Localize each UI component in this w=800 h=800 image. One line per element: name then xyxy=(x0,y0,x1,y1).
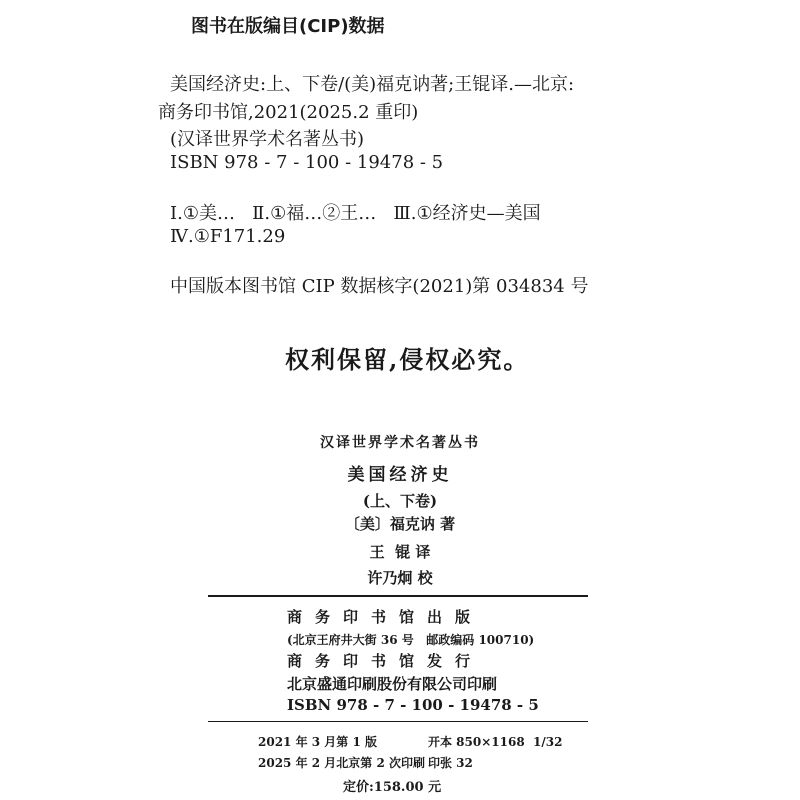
publication-isbn: ISBN 978 - 7 - 100 - 19478 - 5 xyxy=(287,696,539,714)
book-translator: 王 锟 译 xyxy=(369,543,431,561)
publisher: 商务印书馆出版 xyxy=(287,608,484,626)
first-edition: 2021 年 3 月第 1 版 xyxy=(258,735,377,749)
cip-isbn: ISBN 978 - 7 - 100 - 19478 - 5 xyxy=(170,152,444,173)
cip-library-record: 中国版本图书馆 CIP 数据核字(2021)第 034834 号 xyxy=(170,276,589,297)
cip-classification-line-1: Ⅰ.①美… Ⅱ.①福…②王… Ⅲ.①经济史—美国 xyxy=(170,203,541,224)
top-rule xyxy=(208,595,588,597)
distributor: 商务印书馆发行 xyxy=(287,652,484,670)
cip-entry-line-2: 商务印书馆,2021(2025.2 重印) xyxy=(158,102,419,123)
cip-entry-line-3: (汉译世界学术名著丛书) xyxy=(170,129,365,150)
book-author: 〔美〕福克讷 著 xyxy=(344,515,456,533)
book-title: 美国经济史 xyxy=(347,465,453,485)
book-format: 开本 850×1168 1/32 xyxy=(428,735,563,749)
series-name: 汉译世界学术名著丛书 xyxy=(320,435,480,451)
reprint-info: 2025 年 2 月北京第 2 次印刷 xyxy=(258,756,425,770)
rights-notice: 权利保留,侵权必究。 xyxy=(285,345,530,374)
cip-classification-line-2: Ⅳ.①F171.29 xyxy=(170,226,286,247)
publisher-address: (北京王府井大街 36 号 邮政编码 100710) xyxy=(287,633,535,647)
book-editor: 许乃炯 校 xyxy=(367,569,433,587)
cip-entry-line-1: 美国经济史:上、下卷/(美)福克讷著;王锟译.—北京: xyxy=(170,74,575,95)
printer: 北京盛通印刷股份有限公司印刷 xyxy=(287,675,498,693)
price: 定价:158.00 元 xyxy=(343,780,442,795)
bottom-rule xyxy=(208,721,588,722)
printed-sheets: 印张 32 xyxy=(428,756,473,770)
cip-heading: 图书在版编目(CIP)数据 xyxy=(191,16,385,37)
book-volumes: (上、下卷) xyxy=(362,492,438,510)
